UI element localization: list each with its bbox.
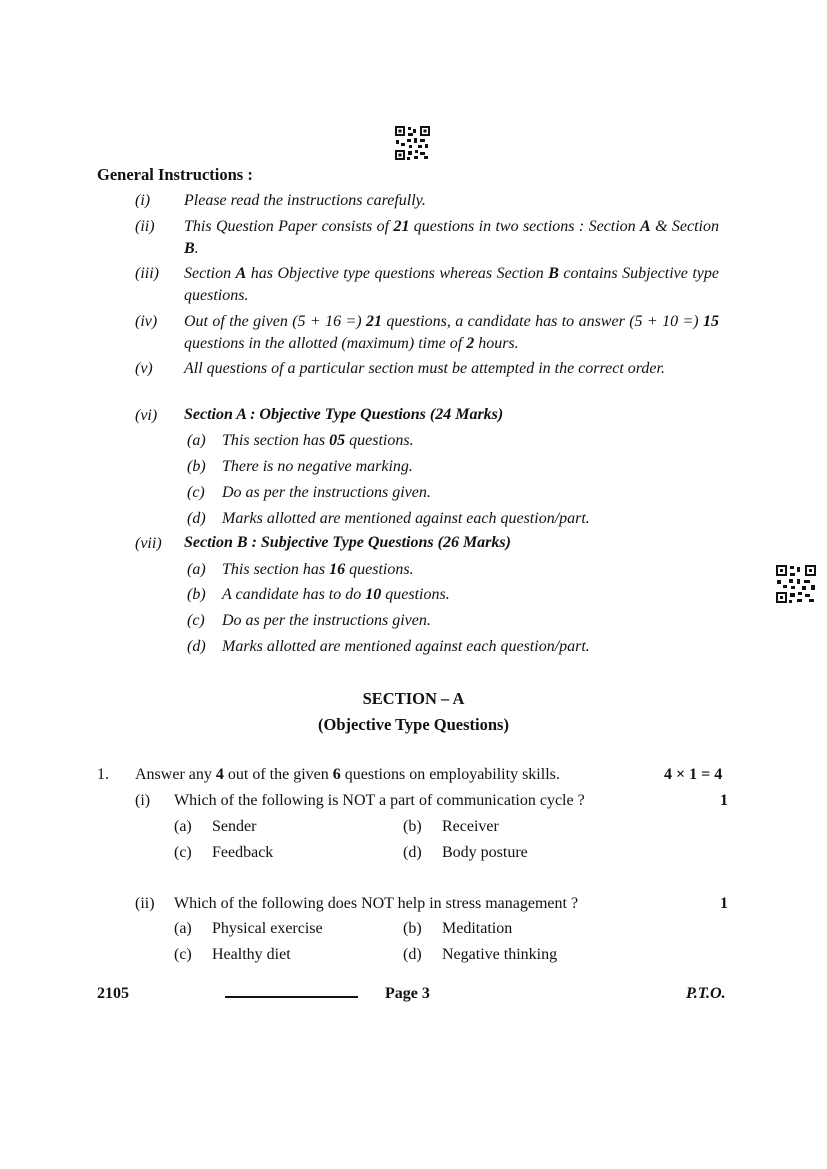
qr-code-top	[395, 126, 430, 160]
page-number: Page 3	[385, 985, 430, 1002]
part-number: (ii)	[135, 895, 155, 912]
footer-divider	[225, 996, 358, 998]
section-a-heading: Section A : Objective Type Questions (24 Marks)	[184, 406, 504, 423]
paper-code: 2105	[97, 985, 129, 1002]
option-label: (d)	[403, 946, 422, 963]
option-label: (b)	[403, 818, 422, 835]
pto-label: P.T.O.	[686, 985, 726, 1002]
option-text: Sender	[212, 818, 257, 835]
option-label: (b)	[403, 920, 422, 937]
instruction-text: Section A has Objective type questions whereas Section B contains Subjective type questions.	[184, 265, 719, 304]
question-text: Answer any 4 out of the given 6 questions on employability skills.	[135, 766, 560, 783]
instructions-title: General Instructions :	[97, 165, 253, 184]
instruction-text: This Question Paper consists of 21 questions in two sections : Section A & Section B.	[184, 218, 719, 257]
sub-instruction-text: Marks allotted are mentioned against each question/part.	[222, 638, 590, 655]
section-subtitle: (Objective Type Questions)	[318, 715, 509, 734]
option-label: (c)	[174, 946, 192, 963]
sub-instruction-label: (a)	[187, 561, 206, 578]
option-text: Feedback	[212, 844, 274, 861]
instruction-number: (i)	[135, 192, 151, 209]
instruction-number: (vii)	[135, 535, 162, 552]
sub-instruction-text: There is no negative marking.	[222, 458, 413, 475]
sub-instruction-label: (c)	[187, 484, 205, 501]
instruction-number: (vi)	[135, 407, 158, 424]
instruction-text: All questions of a particular section must be attempted in the correct order.	[184, 360, 665, 377]
part-text: Which of the following does NOT help in stress management ?	[174, 895, 579, 912]
option-label: (d)	[403, 844, 422, 861]
qr-code-side	[776, 565, 816, 603]
option-label: (a)	[174, 920, 192, 937]
sub-instruction-label: (b)	[187, 586, 206, 603]
option-label: (c)	[174, 844, 192, 861]
sub-instruction-text: Marks allotted are mentioned against each question/part.	[222, 510, 590, 527]
sub-instruction-text: This section has 05 questions.	[222, 432, 414, 449]
option-text: Meditation	[442, 920, 513, 937]
option-text: Negative thinking	[442, 946, 558, 963]
sub-instruction-label: (a)	[187, 432, 206, 449]
part-number: (i)	[135, 792, 151, 809]
option-text: Body posture	[442, 844, 528, 861]
part-marks: 1	[720, 792, 728, 809]
sub-instruction-label: (b)	[187, 458, 206, 475]
sub-instruction-label: (d)	[187, 510, 206, 527]
part-text: Which of the following is NOT a part of communication cycle ?	[174, 792, 585, 809]
part-marks: 1	[720, 895, 728, 912]
option-text: Physical exercise	[212, 920, 323, 937]
section-b-heading: Section B : Subjective Type Questions (26 Marks)	[184, 534, 511, 551]
sub-instruction-text: Do as per the instructions given.	[222, 612, 431, 629]
instruction-text: Out of the given (5 + 16 =) 21 questions, a candidate has to answer (5 + 10 =) 15 questions in the allotted (maximum) time of 2 hours.	[184, 313, 719, 352]
question-marks: 4 × 1 = 4	[664, 766, 723, 783]
sub-instruction-text: A candidate has to do 10 questions.	[222, 586, 450, 603]
option-text: Healthy diet	[212, 946, 291, 963]
sub-instruction-label: (c)	[187, 612, 205, 629]
sub-instruction-text: Do as per the instructions given.	[222, 484, 431, 501]
option-label: (a)	[174, 818, 192, 835]
instruction-number: (ii)	[135, 218, 155, 235]
question-number: 1.	[97, 766, 109, 783]
instruction-number: (v)	[135, 360, 153, 377]
sub-instruction-label: (d)	[187, 638, 206, 655]
sub-instruction-text: This section has 16 questions.	[222, 561, 414, 578]
instruction-number: (iv)	[135, 313, 158, 330]
instruction-number: (iii)	[135, 265, 159, 282]
section-title: SECTION – A	[362, 689, 465, 708]
instruction-text: Please read the instructions carefully.	[184, 192, 426, 209]
option-text: Receiver	[442, 818, 499, 835]
